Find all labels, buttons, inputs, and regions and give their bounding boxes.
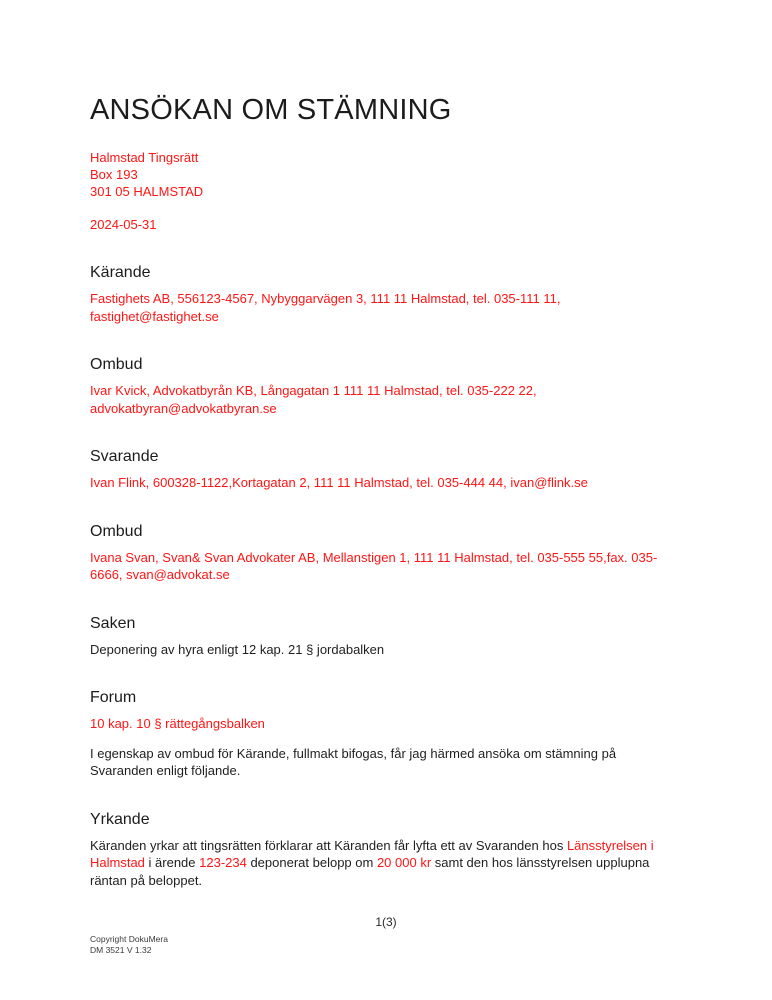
body-text: deponerat belopp om: [246, 855, 377, 870]
document-section: [90, 521, 682, 584]
section-heading: Kärande: [90, 264, 151, 281]
body-text: Käranden yrkar att tingsrätten förklarar att Käranden får lyfta ett av Svaranden hos: [90, 837, 567, 853]
recipient-address-block: [90, 149, 682, 200]
section-body: Deponering av hyra enligt 12 kap. 21 § jordabalken: [90, 641, 385, 657]
section-body: 10 kap. 10 § rättegångsbalken: [90, 716, 265, 731]
body-text: samt den hos länsstyrelsen upplupna räntan på beloppet.: [90, 855, 650, 888]
section-extra-paragraph: I egenskap av ombud för Kärande, fullmakt bifogas, får jag härmed ansöka om stämning på Svaranden enligt följande.: [90, 745, 617, 778]
section-heading: Svarande: [90, 448, 159, 465]
section-heading: Ombud: [90, 522, 143, 540]
section-heading: Saken: [90, 614, 136, 632]
document-content: [90, 0, 682, 889]
document-date: 2024-05-31: [90, 217, 157, 232]
document-section: [90, 446, 682, 492]
section-body: Ivana Svan, Svan& Svan Advokater AB, Mellanstigen 1, 111 11 Halmstad, tel. 035-555 55,fax. 035-6666, svan@advokat.se: [90, 549, 658, 582]
document-section: [90, 809, 682, 890]
footer-meta: [90, 934, 168, 955]
sections-container: [90, 262, 682, 889]
section-body: Ivar Kvick, Advokatbyrån KB, Långagatan 1 111 11 Halmstad, tel. 035-222 22, advokatbyran@advokatbyran.se: [90, 383, 537, 416]
section-heading: Ombud: [90, 356, 143, 373]
document-section: [90, 354, 682, 417]
recipient-line: Halmstad Tingsrätt: [90, 150, 199, 165]
footer-copyright: Copyright DokuMera: [90, 934, 168, 944]
document-title: ANSÖKAN OM STÄMNING: [90, 94, 452, 126]
field-value: Länsstyrelsen i Halmstad: [90, 837, 654, 870]
section-heading: Forum: [90, 689, 137, 706]
footer-doc-id: DM 3521 V 1.32: [90, 944, 152, 955]
document-section: [90, 613, 682, 659]
document-section: [90, 262, 682, 325]
section-body: Ivan Flink, 600328-1122,Kortagatan 2, 111 11 Halmstad, tel. 035-444 44, ivan@flink.se: [90, 475, 588, 490]
field-value: 123-234: [199, 855, 247, 870]
document-section: [90, 687, 682, 780]
section-body: [90, 837, 682, 890]
page-number: 1(3): [375, 915, 397, 929]
section-heading: Yrkande: [90, 810, 150, 828]
recipient-line: 301 05 HALMSTAD: [90, 184, 204, 199]
recipient-line: Box 193: [90, 167, 138, 182]
body-text: i ärende: [144, 855, 200, 870]
field-value: 20 000 kr: [376, 855, 432, 870]
section-body: Fastighets AB, 556123-4567, Nybyggarvägen 3, 111 11 Halmstad, tel. 035-111 11, fastighet@fastighet.se: [90, 291, 561, 324]
